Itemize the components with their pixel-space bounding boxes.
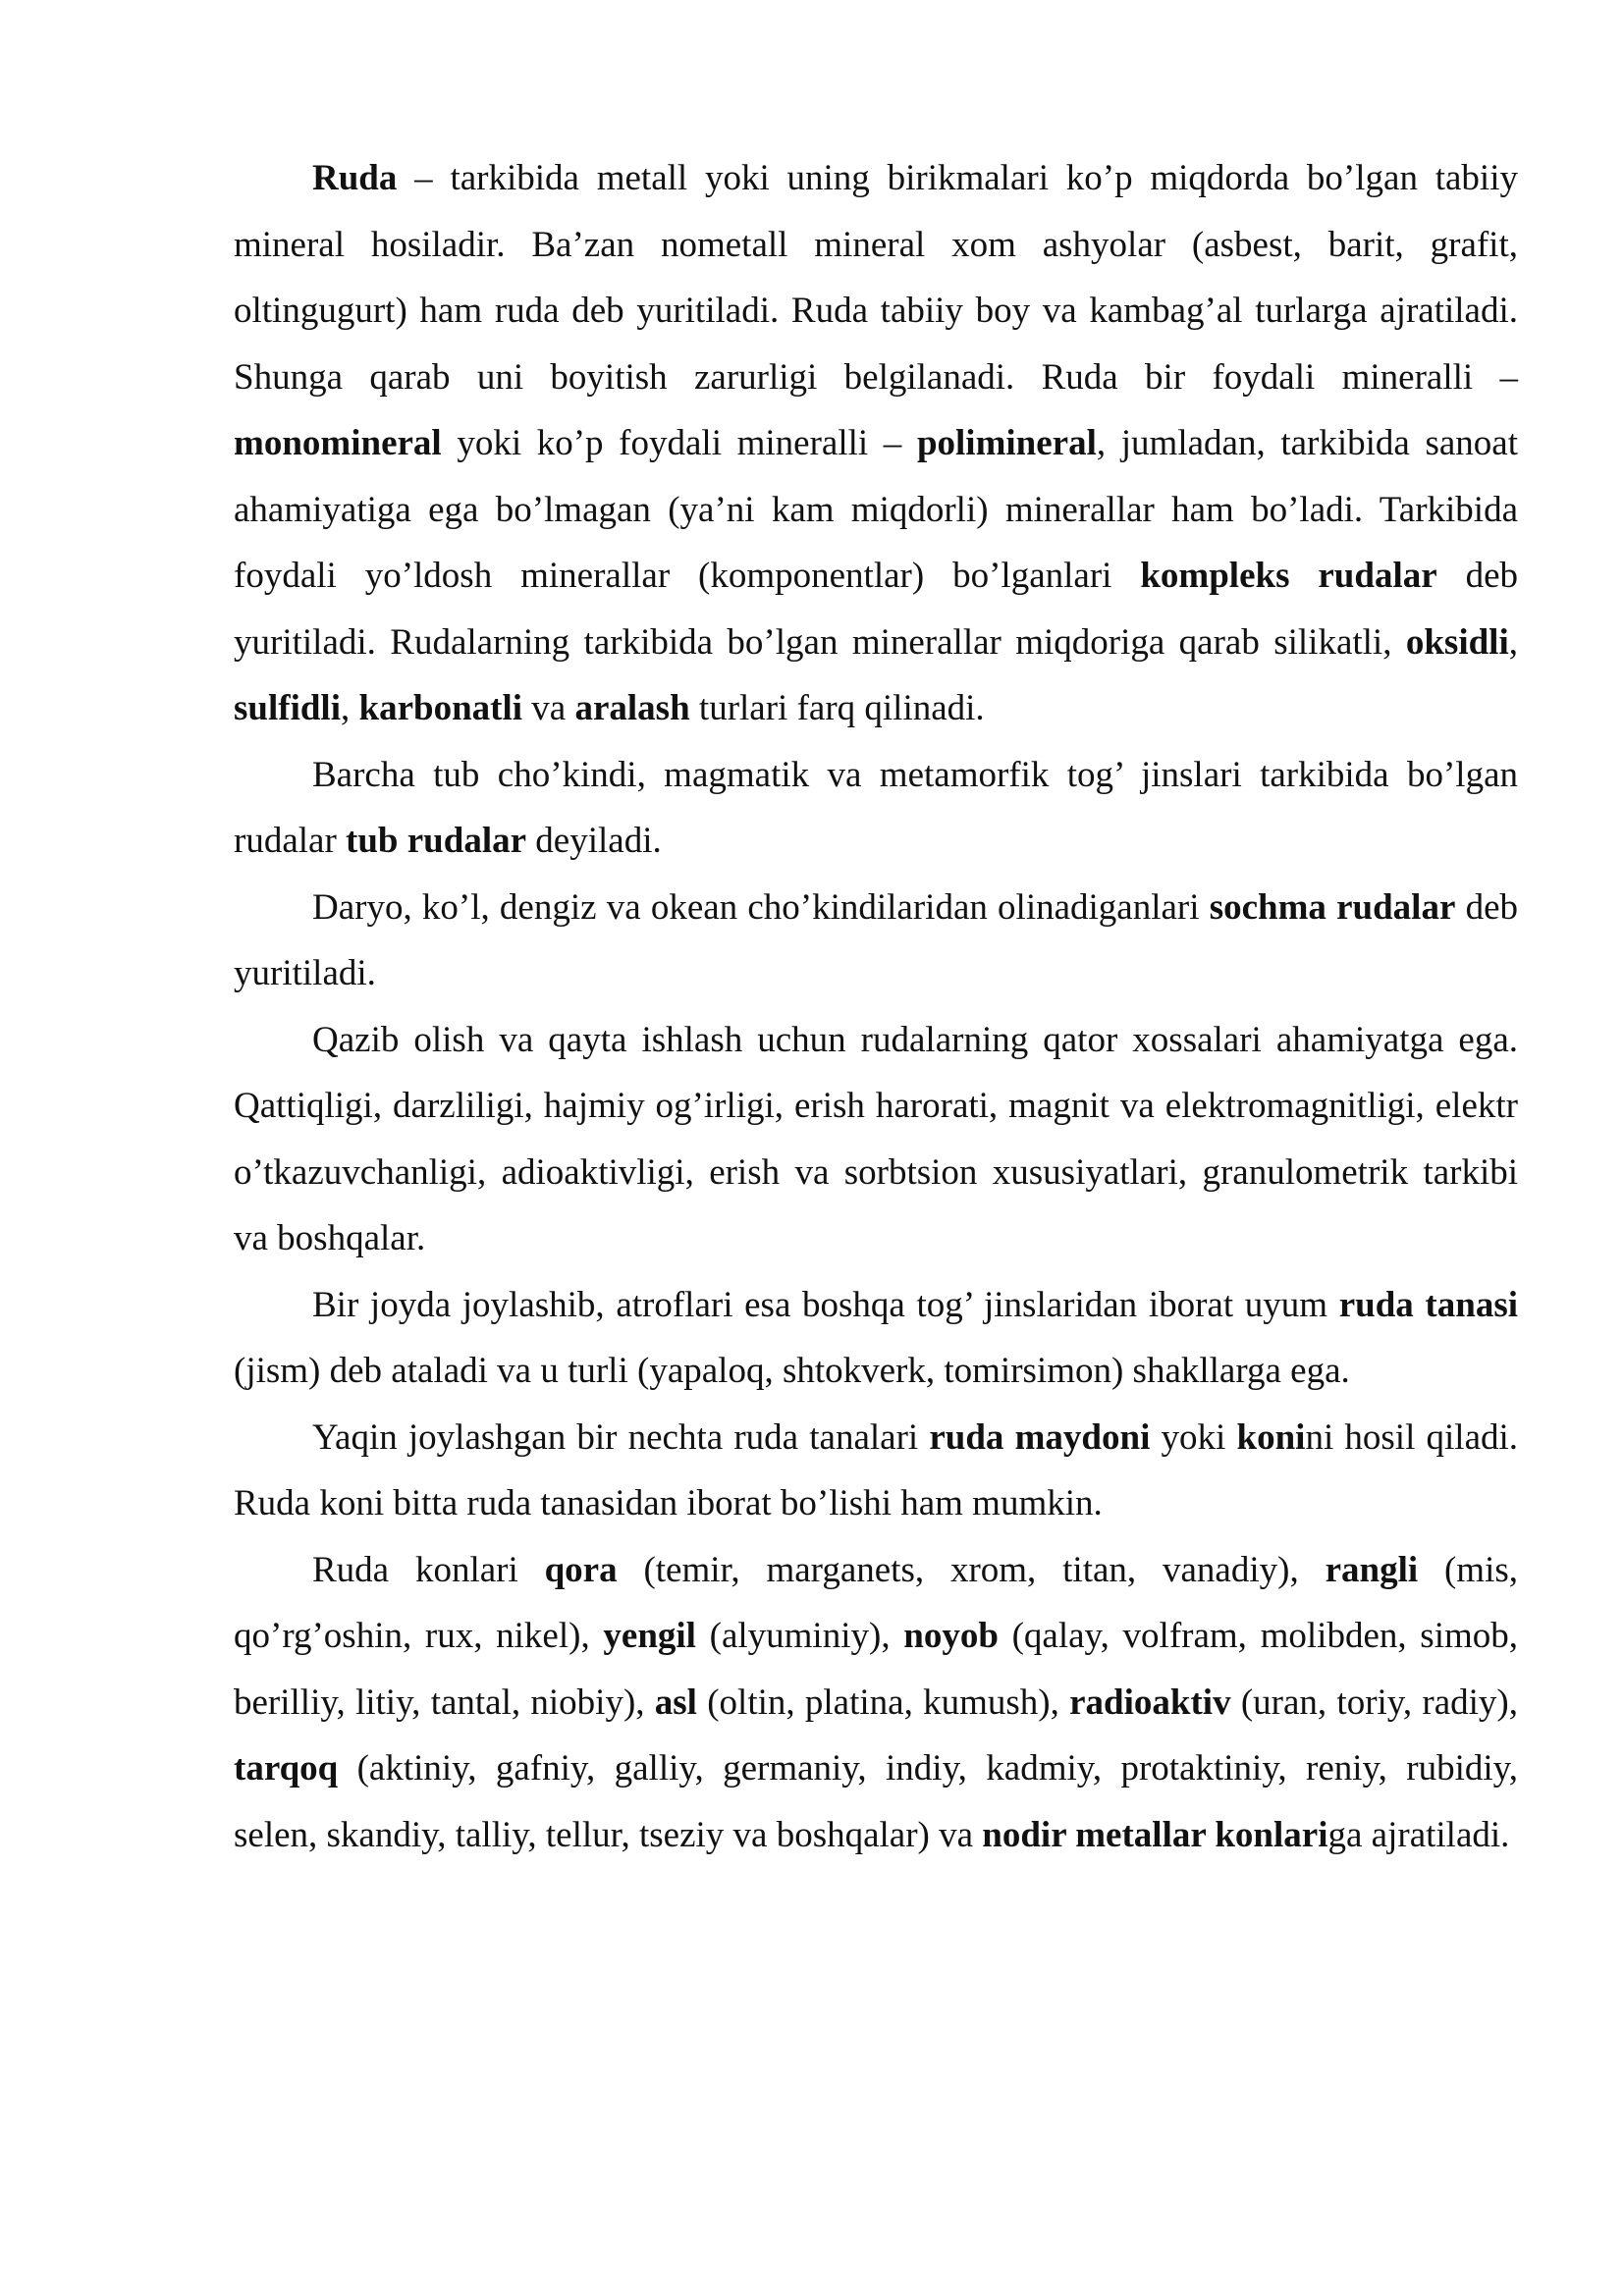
text-run: Yaqin joylashgan bir nechta ruda tanalari [312,1416,930,1458]
bold-term: noyob [903,1616,999,1656]
bold-term: qora [544,1549,618,1590]
text-run: , jumladan, tarkibida sanoat ahamiyatiga ega bo’lmagan (ya’ni kam miqdorli) minerallar ham bo’ladi. Tarkibida foydali yo’ldosh minerallar (komponentlar) bo’lganlari [234,423,1518,596]
text-run: (temir, marganets, xrom, titan, vanadiy), [617,1549,1326,1590]
text-run: deyiladi. [526,821,662,861]
text-run: – tarkibida metall yoki uning birikmalari ko’p miqdorda bo’lgan tabiiy mineral hosiladir. Ba’zan nometall mineral xom ashyolar (asbest, barit, grafit, oltingugurt) ham ruda deb yuritiladi. Ruda tabiiy boy va kambag’al turlarga ajratiladi. Shunga qarab uni boyitish zarurligi belgilanadi. Ruda bir foydali mineralli – [234,158,1518,398]
bold-term: tub rudalar [346,821,527,861]
text-run: yoki [1150,1416,1237,1458]
bold-term: aralash [574,688,690,728]
bold-term: karbonatli [358,688,523,728]
paragraph-4 [234,1007,1518,1272]
text-run: (jism) deb ataladi va u turli (yapaloq, shtokverk, tomirsimon) shakllarga ega. [234,1351,1350,1391]
bold-term: sulfidli [234,688,341,728]
bold-term: rangli [1325,1549,1419,1590]
bold-term: ruda tanasi [1338,1284,1519,1325]
text-run: deb yuritiladi. Rudalarning tarkibida bo’lgan minerallar miqdoriga qarab silikatli, [234,556,1518,663]
paragraph-7 [234,1537,1518,1869]
bold-term: Ruda [312,158,398,198]
text-run: ni hosil qiladi. Ruda koni bitta ruda tanasidan iborat bo’lishi ham mumkin. [234,1416,1519,1523]
text-run: , [1508,621,1518,663]
text-run: Barcha tub cho’kindi, magmatik va metamorfik tog’ jinslari tarkibida bo’lgan rudalar [234,754,1518,861]
bold-term: kompleks rudalar [1140,556,1437,596]
paragraph-6 [234,1405,1518,1537]
bold-term: radioaktiv [1069,1682,1231,1723]
text-run: (mis, qo’rg’oshin, rux, nikel), [234,1549,1519,1656]
text-run: va [522,688,575,728]
bold-term: sochma rudalar [1209,886,1456,928]
document-body [234,145,1518,1868]
bold-term: koni [1236,1416,1306,1458]
paragraph-1 [234,145,1518,742]
text-run: (alyuminiy), [695,1616,904,1656]
text-run: deb yuritiladi. [234,886,1518,993]
text-run: (qalay, volfram, molibden, simob, berilliy, litiy, tantal, niobiy), [234,1616,1519,1723]
paragraph-2 [234,742,1518,875]
text-run: , [341,688,359,728]
paragraph-5 [234,1272,1518,1405]
bold-term: polimineral [916,423,1097,463]
bold-term: oksidli [1405,621,1509,663]
text-run: (uran, toriy, radiy), [1230,1682,1518,1723]
bold-term: ruda maydoni [929,1416,1151,1458]
text-run: yoki ko’p foydali mineralli – [441,423,917,463]
bold-term: tarqoq [234,1748,339,1789]
bold-term: nodir metallar konlari [982,1814,1328,1855]
text-run: Qazib olish va qayta ishlash uchun rudalarning qator xossalari ahamiyatga ega. Qattiqligi, darzliligi, hajmiy og’irligi, erish harorati, magnit va elektromagnitligi, elektr o’tkazuvchanligi, adioaktivligi, erish va sorbtsion xususiyatlari, granulometrik tarkibi va boshqalar. [234,1019,1518,1258]
text-run: ga ajratiladi. [1327,1814,1510,1855]
paragraph-3 [234,875,1518,1007]
bold-term: monomineral [234,423,442,463]
text-run: Daryo, ko’l, dengiz va okean cho’kindilaridan olinadiganlari [312,886,1210,928]
text-run: Bir joyda joylashib, atroflari esa boshqa tog’ jinslaridan iborat uyum [312,1284,1339,1325]
text-run: Ruda konlari [312,1549,545,1590]
text-run: (aktiniy, gafniy, galliy, germaniy, indiy, kadmiy, protaktiniy, reniy, rubidiy, selen, skandiy, talliy, tellur, tseziy va boshqalar) va [234,1748,1518,1855]
bold-term: asl [654,1682,697,1723]
text-run: (oltin, platina, kumush), [696,1682,1070,1723]
text-run: turlari farq qilinadi. [689,688,985,728]
bold-term: yengil [603,1616,696,1656]
